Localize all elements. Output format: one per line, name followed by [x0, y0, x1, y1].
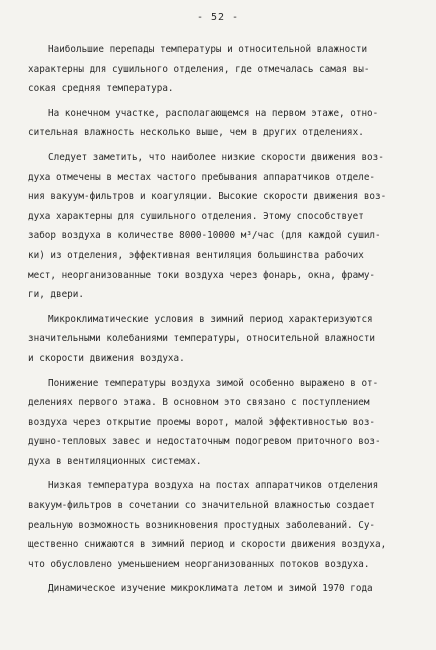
text-line: забор воздуха в количестве 8000-10000 м³/час (для каждой сушил- — [28, 230, 381, 242]
page-number: - 52 - — [196, 12, 240, 23]
paragraph — [28, 310, 410, 369]
text-line: На конечном участке, располагающемся на первом этаже, отно- — [48, 107, 379, 119]
text-line: ги, двери. — [28, 289, 84, 301]
text-line: духа отмечены в местах частого пребывания аппаратчиков отделе- — [28, 171, 376, 183]
text-line: характерны для сушильного отделения, где отмечалась самая вы- — [28, 63, 370, 75]
text-line: духа в вентиляционных системах. — [28, 455, 202, 467]
text-line: вакуум-фильтров в сочетании со значительной влажностью создает — [28, 500, 376, 512]
document-body — [28, 40, 410, 599]
text-line: сокая средняя температура. — [28, 83, 174, 95]
paragraph — [28, 374, 410, 472]
text-line: щественно снижаются в зимний период и скорости движения воздуха, — [28, 539, 387, 551]
paragraph — [28, 476, 410, 574]
text-line: духа характерны для сушильного отделения. Этому способствует — [28, 210, 364, 222]
text-line: Следует заметить, что наиболее низкие скорости движения воз- — [48, 151, 384, 163]
text-line: и скорости движения воздуха. — [28, 352, 185, 364]
paragraph — [28, 40, 410, 99]
text-line: ки) из отделения, эффективная вентиляция большинства рабочих — [28, 249, 364, 261]
text-line: воздуха через открытие проемы ворот, малой эффективностью воз- — [28, 416, 376, 428]
paragraph — [28, 104, 410, 143]
text-line: делениях первого этажа. В основном это связано с поступлением — [28, 397, 370, 409]
paragraph — [28, 148, 410, 305]
text-line: Микроклиматические условия в зимний период характеризуются — [48, 313, 373, 325]
text-line: мест, неорганизованные токи воздуха через фонарь, окна, фраму- — [28, 269, 376, 281]
text-line: Низкая температура воздуха на постах аппаратчиков отделения — [48, 480, 379, 492]
text-line: Понижение температуры воздуха зимой особенно выражено в от- — [48, 377, 379, 389]
text-line: реальную возможность возникновения простудных заболеваний. Су- — [28, 519, 376, 531]
text-line: сительная влажность несколько выше, чем в других отделениях. — [28, 127, 364, 139]
text-line: Наибольшие перепады температуры и относительной влажности — [48, 44, 368, 55]
text-line: душно-тепловых завес и недостаточным подогревом приточного воз- — [28, 436, 381, 448]
text-line: значительными колебаниями температуры, относительной влажности — [28, 333, 376, 345]
text-line: ния вакуум-фильтров и коагуляции. Высокие скорости движения воз- — [28, 191, 387, 203]
text-line: что обусловлено уменьшением неорганизованных потоков воздуха. — [28, 558, 370, 570]
paragraph — [28, 579, 410, 599]
text-line: Динамическое изучение микроклимата летом и зимой 1970 года — [48, 583, 373, 595]
